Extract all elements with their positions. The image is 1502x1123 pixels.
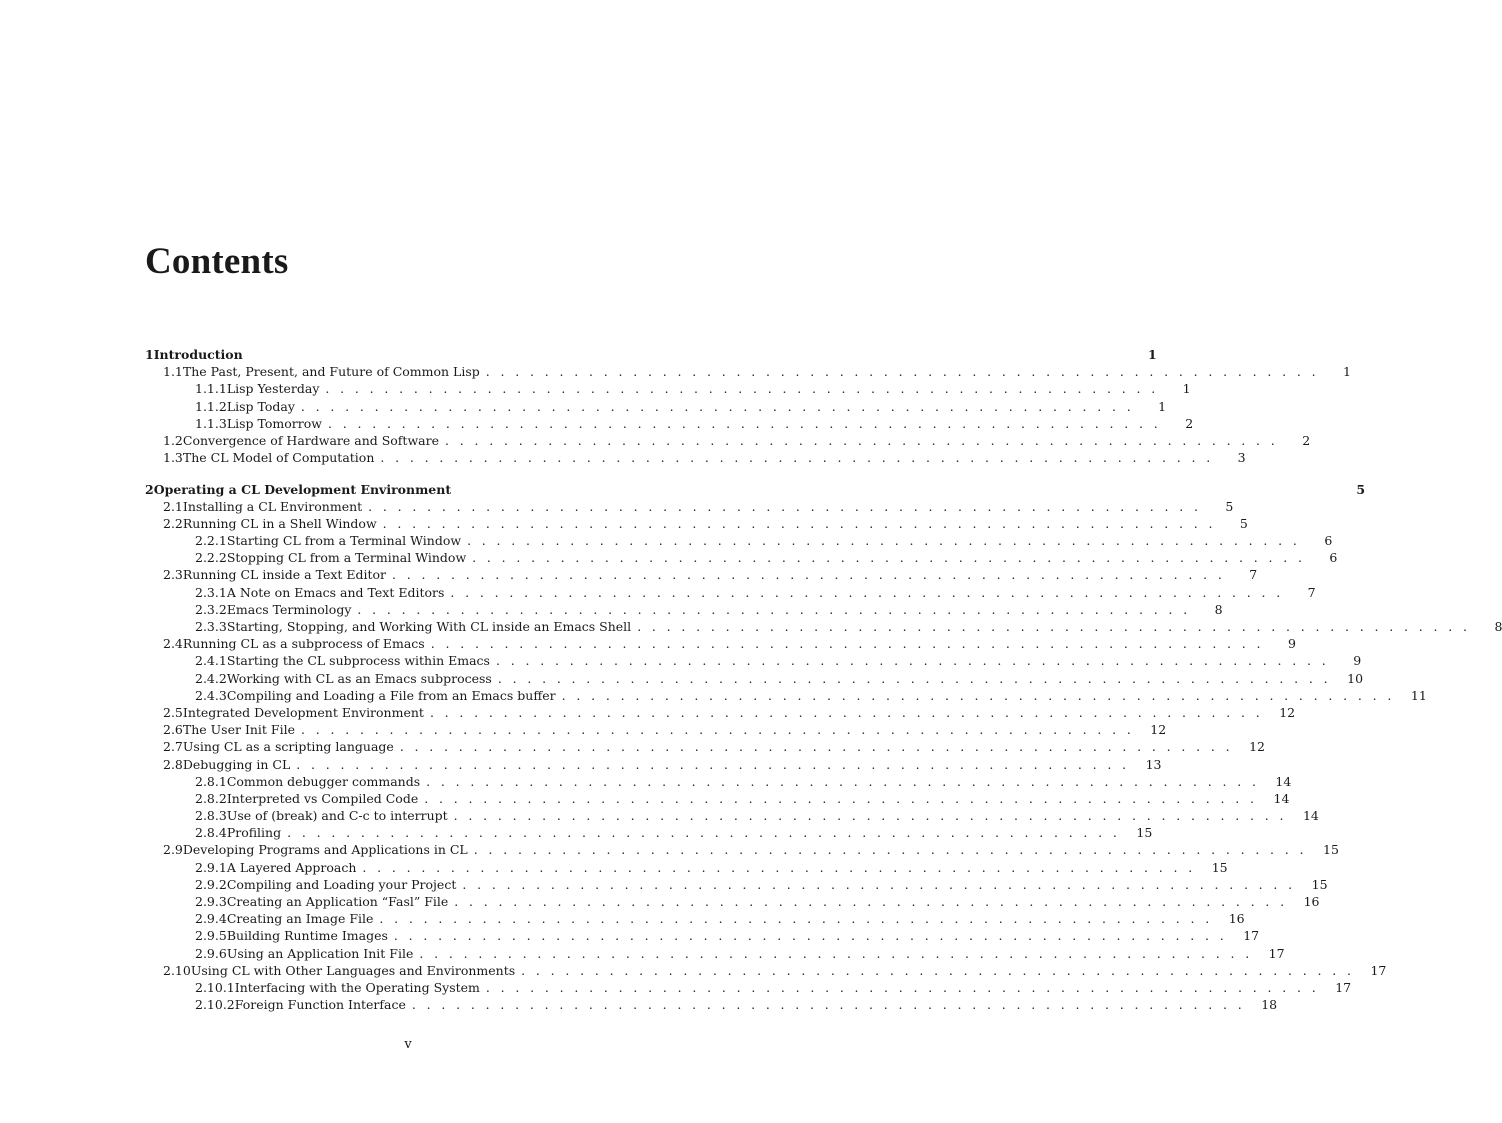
toc-page-number: 8: [1214, 601, 1223, 617]
toc-subsection[interactable]: [145, 687, 1427, 704]
toc-subsection[interactable]: [145, 876, 1328, 893]
toc-title: Interfacing with the Operating System: [234, 979, 480, 995]
toc-number: 2.8.4: [195, 825, 227, 841]
toc-chapter[interactable]: [145, 346, 1157, 363]
toc-subsection[interactable]: [145, 584, 1316, 601]
toc-leader: . . . . . . . . . . . . . . . . . . . . . . . . . . . . . . . . . . . . . . . . . . . . . . . . . . . . . . . . .: [467, 533, 1301, 549]
toc-title: Debugging in CL: [182, 756, 291, 772]
toc-title: Building Runtime Images: [226, 928, 388, 944]
toc-number: 1: [145, 347, 154, 362]
toc-leader: . . . . . . . . . . . . . . . . . . . . . . . . . . . . . . . . . . . . . . . . . . . . . . . . . . . . . . . . .: [325, 381, 1159, 397]
toc-title: The Past, Present, and Future of Common Lisp: [182, 364, 480, 380]
toc-page-number: 15: [1311, 876, 1328, 892]
toc-title: The User Init File: [182, 722, 295, 738]
toc-number: 2.9.2: [195, 876, 227, 892]
toc-title: Emacs Terminology: [226, 601, 352, 617]
toc-number: 2.4: [163, 636, 183, 652]
toc-number: 2.9: [163, 842, 183, 858]
toc-page-number: 12: [1279, 704, 1296, 720]
toc-page-number: 9: [1353, 653, 1362, 669]
toc-page-number: 18: [1261, 997, 1278, 1013]
toc-title: Lisp Tomorrow: [226, 415, 322, 431]
toc-page-number: 8: [1494, 619, 1502, 634]
toc-title: Running CL inside a Text Editor: [182, 567, 387, 583]
toc-number: 2.9.3: [195, 894, 227, 909]
toc-page-number: 6: [1324, 533, 1333, 549]
toc-leader: . . . . . . . . . . . . . . . . . . . . . . . . . . . . . . . . . . . . . . . . . . . . . . . . . . . . . . . . .: [497, 670, 1332, 686]
toc-page-number: 5: [1225, 498, 1234, 514]
toc-leader: . . . . . . . . . . . . . . . . . . . . . . . . . . . . . . . . . . . . . . . . . . . . . . . . . . . . . . . . .: [424, 790, 1258, 806]
toc-leader: . . . . . . . . . . . . . . . . . . . . . . . . . . . . . . . . . . . . . . . . . . . . . . . . . . . . . . . . .: [462, 876, 1296, 892]
toc-leader: . . . . . . . . . . . . . . . . . . . . . . . . . . . . . . . . . . . . . . . . . . . . . . . . . . . . . . . . .: [429, 704, 1264, 720]
toc-leader: . . . . . . . . . . . . . . . . . . . . . . . . . . . . . . . . . . . . . . . . . . . . . . . . . . . . . . . . .: [454, 894, 1288, 909]
toc-subsection[interactable]: [145, 824, 1153, 841]
toc-section[interactable]: [145, 566, 1258, 583]
toc-number: 2.10.2: [195, 997, 235, 1013]
toc-title: Creating an Image File: [226, 911, 374, 927]
toc-leader: . . . . . . . . . . . . . . . . . . . . . . . . . . . . . . . . . . . . . . . . . . . . . . . . . . . . . . . . .: [473, 842, 1307, 858]
toc-title: Use of (break) and C-c to interrupt: [226, 808, 448, 824]
table-of-contents: [145, 346, 1502, 1013]
toc-number: 2.4.2: [195, 670, 227, 686]
toc-number: 2.9.1: [195, 859, 227, 875]
toc-number: 1.2: [163, 432, 183, 448]
toc-number: 1.3: [163, 450, 183, 466]
toc-subsection[interactable]: [145, 893, 1320, 910]
toc-leader: . . . . . . . . . . . . . . . . . . . . . . . . . . . . . . . . . . . . . . . . . . . . . . . . . . . . . . . . .: [327, 415, 1162, 431]
toc-title: Starting the CL subprocess within Emacs: [226, 653, 490, 669]
toc-page-number: 2: [1185, 415, 1194, 431]
toc-page-number: 17: [1268, 945, 1285, 961]
toc-number: 2.8: [163, 756, 183, 772]
toc-subsection[interactable]: [145, 652, 1362, 669]
toc-leader: . . . . . . . . . . . . . . . . . . . . . . . . . . . . . . . . . . . . . . . . . . . . . . . . . . . . . . . . .: [379, 911, 1213, 927]
toc-title: Common debugger commands: [226, 773, 421, 789]
toc-number: 2.2.1: [195, 533, 227, 549]
toc-number: 2.2.2: [195, 550, 227, 566]
toc-number: 2.6: [163, 722, 183, 738]
toc-number: 2.4.3: [195, 687, 227, 703]
toc-title: Using CL as a scripting language: [182, 739, 394, 755]
toc-page-number: 1: [1148, 347, 1157, 362]
toc-title: Foreign Function Interface: [234, 997, 406, 1013]
toc-subsection[interactable]: [145, 927, 1260, 944]
toc-subsection[interactable]: [145, 979, 1352, 996]
toc-page-number: 7: [1249, 567, 1258, 583]
toc-title: Stopping CL from a Terminal Window: [226, 550, 467, 566]
toc-subsection[interactable]: [145, 790, 1290, 807]
toc-title: Using an Application Init File: [226, 945, 414, 961]
toc-section[interactable]: [145, 841, 1339, 858]
toc-page-number: 13: [1145, 756, 1162, 772]
toc-number: 2.9.5: [195, 928, 227, 944]
toc-number: 1.1.2: [195, 398, 227, 414]
toc-page-number: 17: [1370, 962, 1387, 978]
toc-page-number: 11: [1410, 687, 1427, 703]
toc-leader: . . . . . . . . . . . . . . . . . . . . . . . . . . . . . . . . . . . . . . . . . . . . . . . . . . . . . . . . .: [301, 722, 1135, 738]
toc-leader: . . . . . . . . . . . . . . . . . . . . . . . . . . . . . . . . . . . . . . . . . . . . . . . . . . . . . . . . .: [453, 808, 1287, 824]
toc-number: 2.3: [163, 567, 183, 583]
toc-page-number: 1: [1182, 381, 1191, 397]
toc-number: 2.8.2: [195, 790, 227, 806]
toc-title: A Layered Approach: [226, 859, 357, 875]
toc-leader: . . . . . . . . . . . . . . . . . . . . . . . . . . . . . . . . . . . . . . . . . . . . . . . . . . . . . . . . .: [472, 550, 1306, 566]
toc-number: 2.3.1: [195, 584, 227, 600]
toc-title: Operating a CL Development Environment: [153, 481, 452, 497]
toc-subsection[interactable]: [145, 415, 1194, 432]
toc-page-number: 1: [1158, 398, 1167, 414]
toc-title: A Note on Emacs and Text Editors: [226, 584, 445, 600]
toc-number: 2.10.1: [195, 979, 235, 995]
toc-leader: . . . . . . . . . . . . . . . . . . . . . . . . . . . . . . . . . . . . . . . . . . . . . . . . . . . . . . . . .: [300, 398, 1135, 414]
toc-title: Profiling: [226, 825, 282, 841]
toc-page-number: 15: [1323, 842, 1339, 858]
toc-title: Starting CL from a Terminal Window: [226, 533, 462, 549]
toc-leader: . . . . . . . . . . . . . . . . . . . . . . . . . . . . . . . . . . . . . . . . . . . . . . . . . . . . . . . . .: [382, 515, 1216, 531]
toc-number: 2.3.3: [195, 619, 227, 634]
toc-number: 2.1: [163, 498, 183, 514]
toc-number: 2.2: [163, 515, 183, 531]
toc-leader: . . . . . . . . . . . . . . . . . . . . . . . . . . . . . . . . . . . . . . . . . . . . . . . . . . . . . . . . .: [521, 962, 1355, 978]
toc-number: 2.8.3: [195, 808, 227, 824]
toc-leader: . . . . . . . . . . . . . . . . . . . . . . . . . . . . . . . . . . . . . . . . . . . . . . . . . . . . . . . . .: [392, 567, 1226, 583]
toc-number: 1.1: [163, 364, 183, 380]
toc-leader: . . . . . . . . . . . . . . . . . . . . . . . . . . . . . . . . . . . . . . . . . . . . . . . . . . . . . . . . .: [430, 636, 1264, 652]
toc-number: 1.1.3: [195, 415, 227, 431]
toc-number: 1.1.1: [195, 381, 227, 397]
toc-leader: . . . . . . . . . . . . . . . . . . . . . . . . . . . . . . . . . . . . . . . . . . . . . . . . . . . . . . . . .: [637, 619, 1471, 634]
toc-section[interactable]: [145, 704, 1296, 721]
toc-page-number: 15: [1211, 859, 1228, 875]
toc-number: 2: [145, 481, 154, 497]
toc-title: Lisp Today: [226, 398, 295, 414]
toc-title: Convergence of Hardware and Software: [182, 432, 439, 448]
toc-page-number: 1: [1343, 364, 1351, 380]
page-footer-number: v: [404, 1037, 412, 1052]
toc-leader: . . . . . . . . . . . . . . . . . . . . . . . . . . . . . . . . . . . . . . . . . . . . . . . . . . . . . . . . .: [419, 945, 1253, 961]
toc-subsection[interactable]: [145, 910, 1245, 927]
toc-leader: . . . . . . . . . . . . . . . . . . . . . . . . . . . . . . . . . . . . . . . . . . . . . . . . . . . . . . . . .: [287, 825, 1121, 841]
toc-number: 2.7: [163, 739, 183, 755]
toc-page-number: 12: [1249, 739, 1266, 755]
toc-subsection[interactable]: [145, 670, 1364, 687]
toc-title: The CL Model of Computation: [182, 450, 375, 466]
toc-subsection[interactable]: [145, 618, 1502, 635]
toc-title: Developing Programs and Applications in CL: [182, 842, 468, 858]
toc-number: 2.10: [163, 962, 191, 978]
toc-leader: . . . . . . . . . . . . . . . . . . . . . . . . . . . . . . . . . . . . . . . . . . . . . . . . . . . . . . . . .: [393, 928, 1228, 944]
toc-section[interactable]: [145, 498, 1234, 515]
toc-page-number: 16: [1228, 911, 1245, 927]
toc-title: Installing a CL Environment: [182, 498, 363, 514]
toc-leader: . . . . . . . . . . . . . . . . . . . . . . . . . . . . . . . . . . . . . . . . . . . . . . . . . . . . . . . . .: [450, 584, 1284, 600]
toc-page-number: 5: [1356, 481, 1366, 497]
toc-page-number: 12: [1150, 722, 1167, 738]
toc-leader: . . . . . . . . . . . . . . . . . . . . . . . . . . . . . . . . . . . . . . . . . . . . . . . . . . . . . . . . .: [561, 687, 1395, 703]
toc-subsection[interactable]: [145, 601, 1223, 618]
toc-title: Compiling and Loading a File from an Emacs buffer: [226, 687, 556, 703]
toc-page-number: 14: [1275, 773, 1292, 789]
toc-section[interactable]: [145, 449, 1246, 466]
toc-leader: . . . . . . . . . . . . . . . . . . . . . . . . . . . . . . . . . . . . . . . . . . . . . . . . . . . . . . . . .: [368, 498, 1202, 514]
toc-title: Introduction: [153, 347, 243, 362]
toc-subsection[interactable]: [145, 549, 1338, 566]
toc-title: Running CL as a subprocess of Emacs: [182, 636, 425, 652]
toc-chapter[interactable]: [145, 481, 1366, 498]
toc-subsection[interactable]: [145, 380, 1191, 397]
toc-page-number: 5: [1239, 515, 1248, 531]
toc-subsection[interactable]: [145, 996, 1278, 1013]
toc-subsection[interactable]: [145, 773, 1292, 790]
toc-title: Using CL with Other Languages and Environments: [190, 962, 516, 978]
toc-page-number: 10: [1347, 670, 1364, 686]
toc-title: Running CL in a Shell Window: [182, 515, 377, 531]
toc-section[interactable]: [145, 432, 1311, 449]
toc-section[interactable]: [145, 363, 1351, 380]
toc-section[interactable]: [145, 635, 1296, 652]
toc-leader: . . . . . . . . . . . . . . . . . . . . . . . . . . . . . . . . . . . . . . . . . . . . . . . . . . . . . . . . .: [399, 739, 1234, 755]
toc-leader: . . . . . . . . . . . . . . . . . . . . . . . . . . . . . . . . . . . . . . . . . . . . . . . . . . . . . . . . .: [411, 997, 1246, 1013]
toc-number: 2.3.2: [195, 601, 227, 617]
toc-section[interactable]: [145, 756, 1162, 773]
toc-number: 2.8.1: [195, 773, 227, 789]
toc-title: Working with CL as an Emacs subprocess: [226, 670, 492, 686]
toc-leader: . . . . . . . . . . . . . . . . . . . . . . . . . . . . . . . . . . . . . . . . . . . . . . . . . . . . . . . . .: [362, 859, 1196, 875]
toc-leader: . . . . . . . . . . . . . . . . . . . . . . . . . . . . . . . . . . . . . . . . . . . . . . . . . . . . . . . . .: [495, 653, 1330, 669]
toc-number: 2.9.4: [195, 911, 227, 927]
toc-number: 2.4.1: [195, 653, 227, 669]
toc-leader: . . . . . . . . . . . . . . . . . . . . . . . . . . . . . . . . . . . . . . . . . . . . . . . . . . . . . . . . .: [380, 450, 1214, 466]
toc-title: Lisp Yesterday: [226, 381, 320, 397]
toc-leader: . . . . . . . . . . . . . . . . . . . . . . . . . . . . . . . . . . . . . . . . . . . . . . . . . . . . . . . . .: [485, 364, 1319, 380]
toc-leader: . . . . . . . . . . . . . . . . . . . . . . . . . . . . . . . . . . . . . . . . . . . . . . . . . . . . . . . . .: [296, 756, 1130, 772]
toc-leader: . . . . . . . . . . . . . . . . . . . . . . . . . . . . . . . . . . . . . . . . . . . . . . . . . . . . . . . . .: [485, 979, 1320, 995]
toc-title: Interpreted vs Compiled Code: [226, 790, 419, 806]
toc-page-number: 15: [1136, 825, 1153, 841]
toc-page-number: 14: [1273, 790, 1290, 806]
toc-subsection[interactable]: [145, 859, 1228, 876]
page-title: Contents: [145, 241, 289, 282]
toc-section[interactable]: [145, 738, 1266, 755]
toc-page-number: 7: [1307, 584, 1316, 600]
toc-page-number: 3: [1237, 450, 1246, 466]
toc-number: 2.5: [163, 704, 183, 720]
toc-page-number: 16: [1303, 894, 1320, 909]
toc-page-number: 17: [1335, 979, 1352, 995]
toc-subsection[interactable]: [145, 945, 1285, 962]
toc-title: Compiling and Loading your Project: [226, 876, 457, 892]
toc-page-number: 17: [1243, 928, 1260, 944]
toc-page-number: 6: [1329, 550, 1338, 566]
toc-page-number: 2: [1302, 432, 1311, 448]
toc-subsection[interactable]: [145, 532, 1333, 549]
toc-title: Creating an Application “Fasl” File: [226, 894, 449, 909]
toc-subsection[interactable]: [145, 807, 1319, 824]
toc-leader: . . . . . . . . . . . . . . . . . . . . . . . . . . . . . . . . . . . . . . . . . . . . . . . . . . . . . . . . .: [426, 773, 1260, 789]
toc-leader: . . . . . . . . . . . . . . . . . . . . . . . . . . . . . . . . . . . . . . . . . . . . . . . . . . . . . . . . .: [357, 601, 1191, 617]
toc-title: Integrated Development Environment: [182, 704, 424, 720]
toc-page-number: 14: [1302, 808, 1319, 824]
toc-subsection[interactable]: [145, 398, 1167, 415]
toc-leader: . . . . . . . . . . . . . . . . . . . . . . . . . . . . . . . . . . . . . . . . . . . . . . . . . . . . . . . . .: [444, 432, 1279, 448]
toc-section[interactable]: [145, 721, 1167, 738]
toc-number: 2.9.6: [195, 945, 227, 961]
toc-section[interactable]: [145, 962, 1387, 979]
toc-title: Starting, Stopping, and Working With CL inside an Emacs Shell: [226, 619, 632, 634]
toc-page-number: 9: [1287, 636, 1296, 652]
toc-section[interactable]: [145, 515, 1248, 532]
